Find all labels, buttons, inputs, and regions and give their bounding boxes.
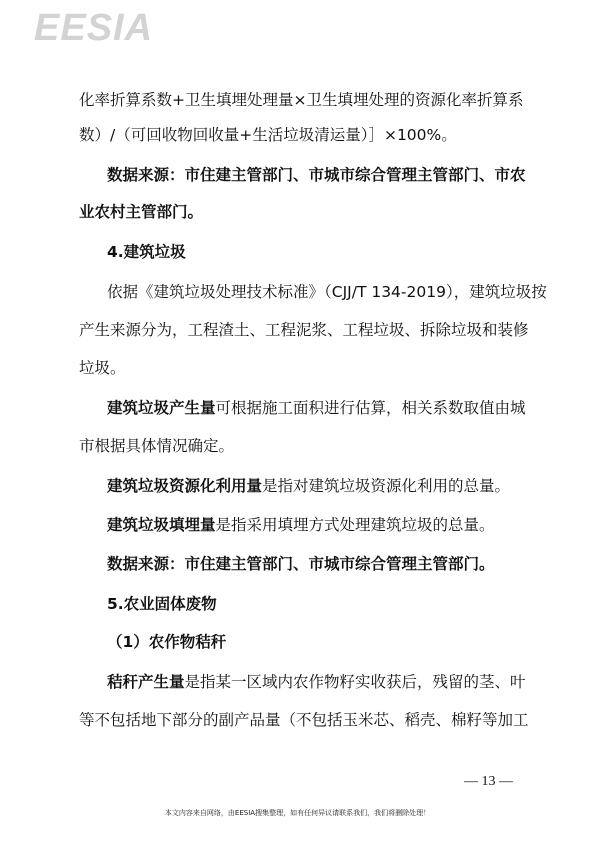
data-source-line-1: 数据来源：市住建主管部门、市城市综合管理主管部门、市农 <box>107 166 526 184</box>
text-line-1: 化率折算系数+卫生填埋处理量×卫生填埋处理的资源化率折算系 <box>79 91 524 109</box>
straw-generation-line: 秸秆产生量是指某一区域内农作物籽实收获后，残留的茎、叶 <box>107 673 526 691</box>
text-line-17: 等不包括地下部分的副产品量（不包括玉米芯、稻壳、棉籽等加工 <box>79 711 529 729</box>
text-line-2: 数）/（可回收物回收量+生活垃圾清运量）］×100%。 <box>79 126 457 144</box>
data-source-line-3: 数据来源：市住建主管部门、市城市综合管理主管部门。 <box>107 555 495 573</box>
eesia-logo: EESIA <box>34 7 154 49</box>
text-line-8: 垃圾。 <box>79 359 126 377</box>
section-heading-construction-waste: 4.建筑垃圾 <box>107 243 186 261</box>
section-heading-agricultural-waste: 5.农业固体废物 <box>107 595 217 613</box>
page-number: — 13 — <box>464 774 513 789</box>
footer-disclaimer: 本文内容来自网络，由EESIA搜集整理，如有任何异议请联系我们，我们将删除处理！ <box>164 809 431 817</box>
text-line-7: 产生来源分为，工程渣土、工程泥浆、工程垃圾、拆除垃圾和装修 <box>79 321 529 339</box>
text-line-10: 市根据具体情况确定。 <box>79 437 235 455</box>
construction-waste-reuse-line: 建筑垃圾资源化利用量是指对建筑垃圾资源化利用的总量。 <box>107 477 511 495</box>
data-source-line-2: 业农村主管部门。 <box>79 203 204 221</box>
construction-waste-generation-line: 建筑垃圾产生量可根据施工面积进行估算，相关系数取值由城 <box>107 399 526 417</box>
text-line-6: 依据《建筑垃圾处理技术标准》（CJJ/T 134-2019），建筑垃圾按 <box>107 283 547 301</box>
construction-waste-landfill-line: 建筑垃圾填埋量是指采用填埋方式处理建筑垃圾的总量。 <box>107 516 495 534</box>
subsection-heading-crop-straw: （1）农作物秸秆 <box>107 633 227 651</box>
